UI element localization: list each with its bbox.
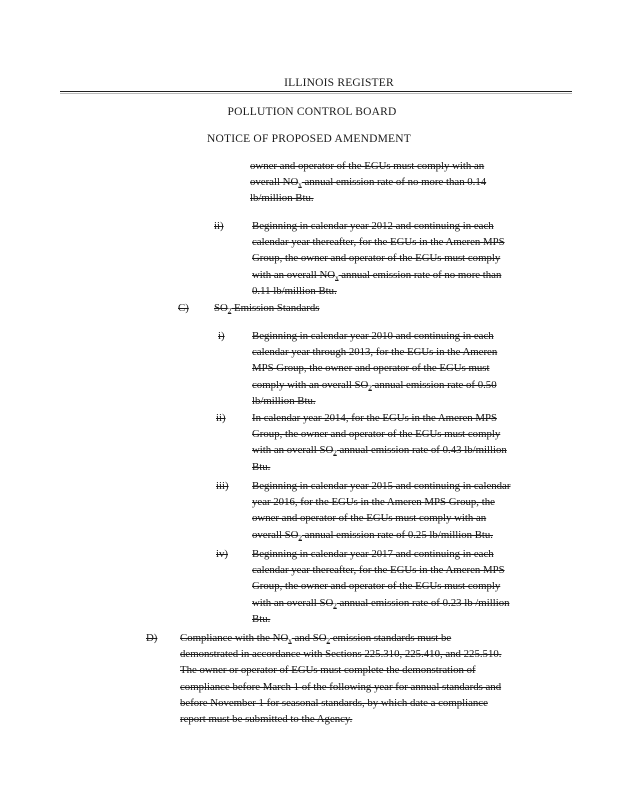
item-marker: ii) bbox=[214, 220, 224, 232]
text-line: with an overall $SO_2$ annual emission rate of 0.43 lb/million bbox=[252, 444, 507, 458]
text-line: In calendar year 2014, for the EGUs in the Ameren MPS bbox=[252, 412, 497, 424]
register-title: ILLINOIS REGISTER bbox=[284, 77, 394, 89]
text-line: overall $SO_2$ annual emission rate of 0.25 lb/million Btu. bbox=[252, 528, 494, 542]
text-line: Btu. bbox=[252, 612, 271, 625]
section-marker: D) bbox=[146, 632, 158, 644]
text-line: compliance before March 1 of the following year for annual standards and bbox=[180, 680, 502, 693]
text-line: comply with an overall $SO_2$ annual emission rate of 0.50 bbox=[252, 378, 497, 392]
text-line: Btu. bbox=[252, 460, 271, 473]
board-title: POLLUTION CONTROL BOARD bbox=[227, 106, 397, 118]
item-marker: iv) bbox=[216, 548, 228, 560]
text-line: with an overall $NO_x$ annual emission rate of no more than bbox=[252, 268, 502, 282]
text-line: Beginning in calendar year 2015 and continuing in calendar bbox=[252, 480, 511, 492]
text-line: Beginning in calendar year 2017 and continuing in each bbox=[252, 548, 494, 560]
text-line: before November 1 for seasonal standards, by which date a compliance bbox=[180, 696, 488, 709]
text-line: calendar year through 2013, for the EGUs in the Ameren bbox=[252, 346, 498, 359]
text-line: Group, the owner and operator of the EGUs must comply bbox=[252, 428, 501, 441]
text-line: Beginning in calendar year 2010 and continuing in each bbox=[252, 330, 494, 342]
text-line: calendar year thereafter, for the EGUs in the Ameren MPS bbox=[252, 236, 505, 249]
text-line: year 2016, for the EGUs in the Ameren MPS Group, the bbox=[252, 496, 495, 509]
item-marker: i) bbox=[218, 330, 225, 342]
text-line: Group, the owner and operator of the EGUs must comply bbox=[252, 580, 501, 593]
text-line: demonstrated in accordance with Sections 225.310, 225.410, and 225.510. bbox=[180, 648, 502, 661]
nox-item-ii-text bbox=[252, 218, 572, 299]
continuation-paragraph bbox=[250, 158, 570, 207]
header-rule bbox=[60, 91, 572, 92]
text-line: MPS Group, the owner and operator of the EGUs must bbox=[252, 362, 490, 375]
text-line: lb/million Btu. bbox=[250, 192, 314, 205]
so2-item-iii-text bbox=[252, 478, 572, 543]
text-line: 0.11 lb/million Btu. bbox=[252, 284, 337, 297]
text-line: lb/million Btu. bbox=[252, 394, 316, 407]
so2-item-iv-text bbox=[252, 546, 572, 627]
text-line: Compliance with the $NO_x$ and $SO_2$ emission standards must be bbox=[180, 632, 452, 645]
header-rule-shadow bbox=[60, 93, 572, 94]
text-line: calendar year thereafter, for the EGUs in the Ameren MPS bbox=[252, 564, 505, 577]
item-marker: ii) bbox=[216, 412, 226, 424]
text-line: overall $NO_x$ annual emission rate of no more than 0.14 bbox=[250, 176, 487, 190]
text-line: owner and operator of the EGUs must comply with an bbox=[252, 512, 487, 525]
item-marker: iii) bbox=[216, 480, 229, 492]
section-d-text bbox=[180, 630, 572, 727]
text-line: Beginning in calendar year 2012 and continuing in each bbox=[252, 220, 494, 232]
so2-item-ii-text bbox=[252, 410, 572, 475]
so2-item-i-text bbox=[252, 328, 572, 409]
text-line: owner and operator of the EGUs must comply with an bbox=[250, 160, 485, 172]
notice-title: NOTICE OF PROPOSED AMENDMENT bbox=[207, 133, 411, 145]
text-line: report must be submitted to the Agency. bbox=[180, 713, 353, 726]
text-line: Group, the owner and operator of the EGUs must comply bbox=[252, 252, 501, 265]
section-c-title: $SO_2$ Emission Standards bbox=[214, 302, 320, 315]
text-line: The owner or operator of EGUs must complete the demonstration of bbox=[180, 664, 476, 677]
text-line: with an overall $SO_2$ annual emission rate of 0.23 lb /million bbox=[252, 596, 510, 610]
section-marker: C) bbox=[178, 302, 189, 314]
